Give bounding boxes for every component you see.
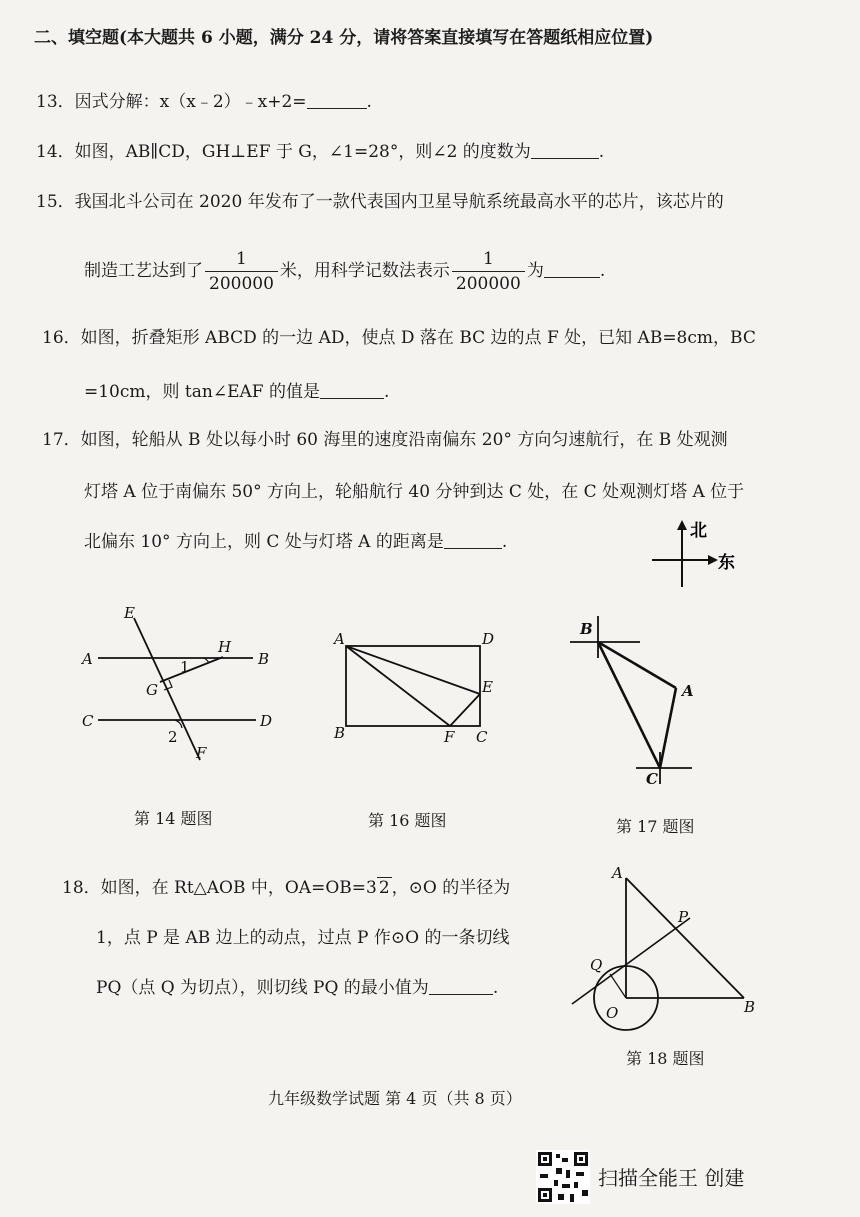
qr-code-icon [536,1150,590,1204]
label-C: C [82,712,94,730]
label-A: A [612,864,623,882]
figure-14 [78,600,298,780]
label-E: E [124,604,135,622]
label-angle-1: 1 [180,658,190,676]
question-text: 我国北斗公司在 2020 年发布了一款代表国内卫星导航系统最高水平的芯片，该芯片的 [74,192,724,212]
answer-blank[interactable] [429,976,493,995]
question-number: 13． [36,92,75,112]
label-A: A [82,650,93,668]
question-17-line3: 北偏东 10° 方向上，则 C 处与灯塔 A 的距离是 . [84,532,508,552]
question-16-line2: =10cm，则 tan∠EAF 的值是 . [84,382,390,402]
question-18-line1: 18．如图，在 Rt△AOB 中，OA=OB=3 2 ，⊙O 的半径为 [62,878,511,898]
label-Q: Q [590,956,603,974]
label-C: C [646,770,658,788]
label-B: B [334,724,346,742]
label-B: B [744,998,756,1016]
label-D: D [260,712,273,730]
figure-14-caption: 第 14 题图 [134,809,213,828]
sqrt: 2 [378,878,390,898]
label-O: O [606,1004,619,1022]
figure-16 [330,624,510,744]
question-number: 17． [42,430,81,450]
label-E: E [482,678,493,696]
question-17-line2: 灯塔 A 位于南偏东 50° 方向上，轮船航行 40 分钟到达 C 处，在 C 处观测灯塔 A 位于 [84,482,745,502]
question-15-line2: 制造工艺达到了 $\frac{1}{200000}$ 米，用科学记数法表示 $\frac{1}{200000}$ 为 . [84,249,606,294]
section-header: 二、填空题(本大题共 6 小题，满分 24 分，请将答案直接填写在答题纸相应位置) [34,28,654,48]
question-number: 14． [36,142,75,162]
label-G: G [146,681,158,699]
figure-16-caption: 第 16 题图 [368,811,447,830]
label-A: A [682,682,694,700]
question-18-line3: PQ（点 Q 为切点），则切线 PQ 的最小值为 . [96,978,499,998]
compass-diagram [640,512,740,592]
answer-blank[interactable] [320,380,384,399]
question-18-line2: 1，点 P 是 AB 边上的动点，过点 P 作⊙O 的一条切线 [96,928,510,948]
answer-blank[interactable] [544,259,600,278]
answer-blank[interactable] [307,90,367,109]
question-16-line1 [42,326,756,350]
figure-18-caption: 第 18 题图 [626,1049,705,1068]
question-text: 如图，折叠矩形 ABCD 的一边 AD，使点 D 落在 BC 边的点 F 处，已知 AB=8cm，BC [80,328,756,348]
question-text: 如图，AB∥CD，GH⊥EF 于 G，∠1=28°，则∠2 的度数为 [74,142,531,162]
figure-18 [566,864,766,1034]
label-P: P [678,908,689,926]
label-B: B [258,650,270,668]
page-footer: 九年级数学试题 第 4 页（共 8 页） [268,1089,522,1108]
question-14: 14．如图，AB∥CD，GH⊥EF 于 G，∠1=28°，则∠2 的度数为 . [36,142,605,162]
figure-17-caption: 第 17 题图 [616,817,695,836]
question-text: 因式分解：x（x﹣2）﹣x+2= [74,92,307,112]
figure-17 [560,612,720,792]
question-number: 16． [42,328,81,348]
compass-north-label: 北 [690,521,707,541]
label-B: B [580,620,593,638]
label-F: F [444,728,455,744]
question-number: 15． [36,192,75,212]
label-H: H [218,638,232,656]
question-13: 13．因式分解：x（x﹣2）﹣x+2= . [36,92,372,112]
question-number: 18． [62,878,101,898]
fraction: $\frac{1}{200000}$ [205,247,278,296]
compass-east-label: 东 [718,553,735,573]
label-D: D [482,630,495,648]
fraction: $\frac{1}{200000}$ [452,247,525,296]
label-F: F [196,744,207,762]
label-C: C [476,728,488,744]
answer-blank[interactable] [531,140,599,159]
question-15-line1 [36,190,724,214]
answer-blank[interactable] [444,530,502,549]
question-17-line1 [42,428,728,452]
label-A: A [334,630,345,648]
question-text: 如图，轮船从 B 处以每小时 60 海里的速度沿南偏东 20° 方向匀速航行，在 B 处观测 [80,430,728,450]
label-angle-2: 2 [168,728,178,746]
watermark-text: 扫描全能王 创建 [598,1166,745,1190]
